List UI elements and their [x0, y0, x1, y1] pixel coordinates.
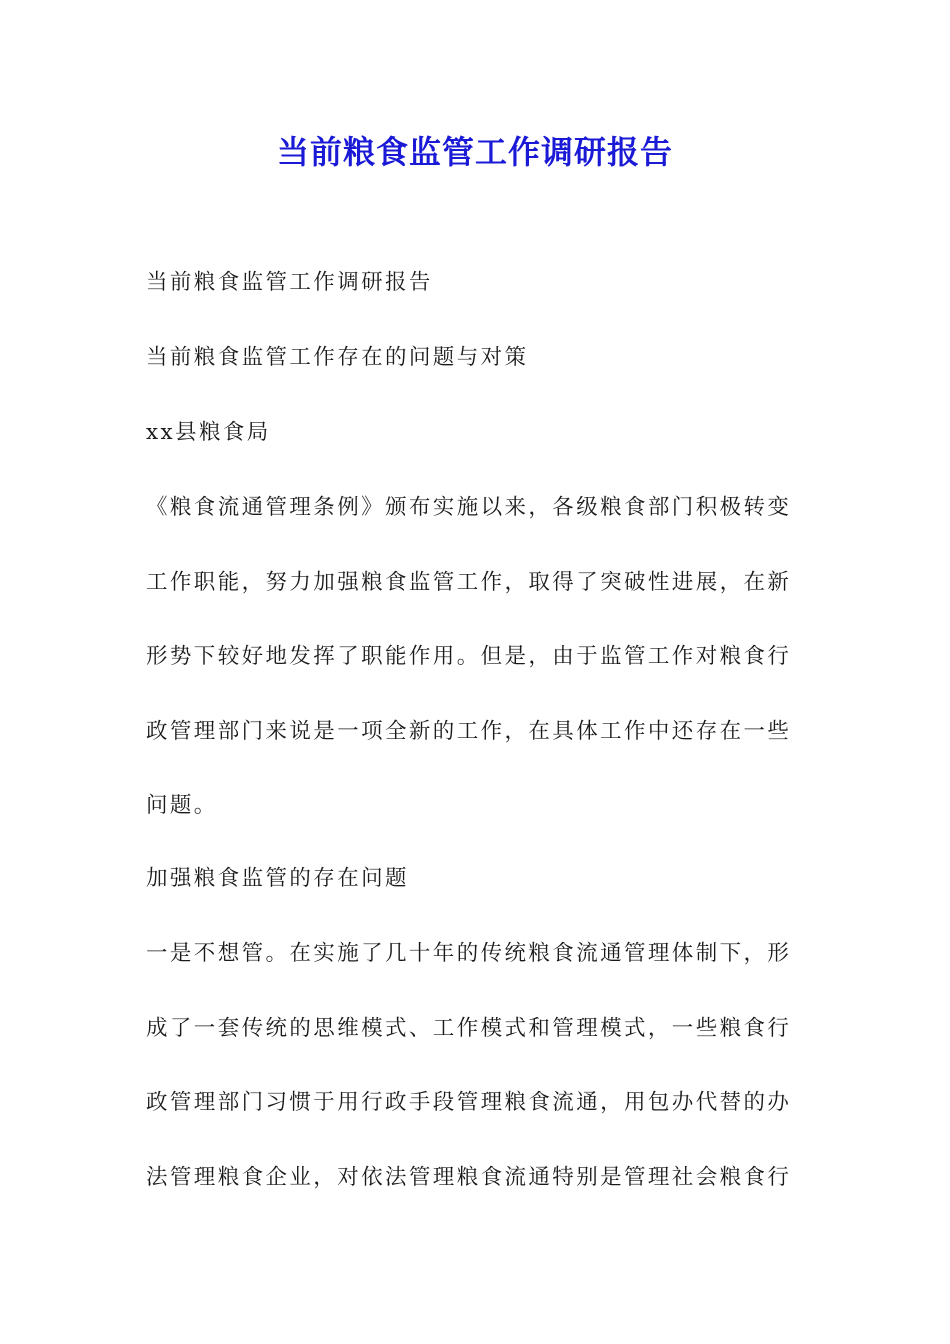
paragraph-line: 政管理部门习惯于用行政手段管理粮食流通，用包办代替的办 [146, 1090, 792, 1115]
paragraph-line: 成了一套传统的思维模式、工作模式和管理模式，一些粮食行 [146, 1015, 792, 1041]
intro-paragraph [146, 471, 806, 844]
report-topic: 当前粮食监管工作存在的问题与对策 [146, 345, 529, 370]
section-heading: 加强粮食监管的存在问题 [146, 866, 409, 891]
paragraph-line: 工作职能，努力加强粮食监管工作，取得了突破性进展，在新 [146, 569, 792, 595]
paragraph-line: 《粮食流通管理条例》颁布实施以来，各级粮食部门积极转变 [146, 495, 792, 520]
paragraph-line: 法管理粮食企业，对依法管理粮食流通特别是管理社会粮食行 [146, 1164, 792, 1190]
report-author: xx县粮食局 [146, 420, 271, 445]
paragraph-line: 形势下较好地发挥了职能作用。但是，由于监管工作对粮食行 [146, 644, 792, 669]
report-subtitle: 当前粮食监管工作调研报告 [146, 270, 433, 295]
paragraph-line: 问题。 [146, 793, 218, 818]
document-title: 当前粮食监管工作调研报告 [276, 133, 673, 171]
body-paragraph [146, 917, 806, 1215]
paragraph-line: 一是不想管。在实施了几十年的传统粮食流通管理体制下，形 [146, 941, 792, 966]
paragraph-line: 政管理部门来说是一项全新的工作，在具体工作中还存在一些 [146, 718, 792, 744]
